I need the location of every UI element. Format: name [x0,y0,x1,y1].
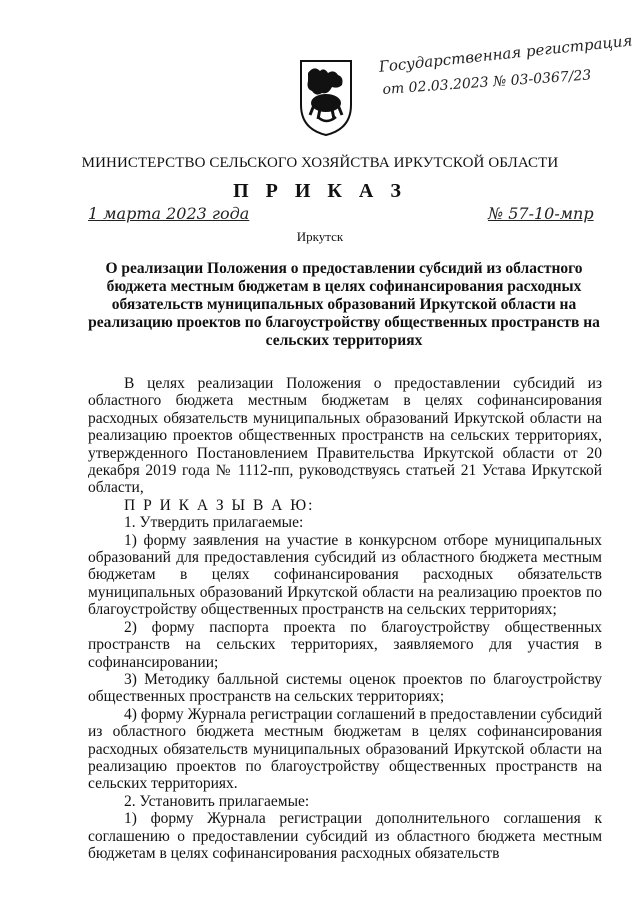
document-title: О реализации Положения о предоставлении субсидий из областного бюджета местным бюджетам в целях софинансирования расходных обязательств муниципальных образований Иркутской области на реализацию проектов по благоустройству общественных пространств на сельских территориях [88,260,600,349]
clause-1-heading: 1. Утвердить прилагаемые: [124,514,304,532]
clause-2-item-1: 1) форму Журнала регистрации дополнительного соглашения к соглашению о предоставлении субсидий из областного бюджета местным бюджетам в целях софинансирования расходных обязательств [88,810,602,862]
order-number: № 57-10-мпр [488,204,594,223]
city-name: Иркутск [296,229,344,244]
clause-1-item-1: 1) форму заявления на участие в конкурсном отборе муниципальных образований для предоставления субсидий из областного бюджета местным бюджетам в целях софинансирования расходных обязательств муниципальных образований Иркутской области на реализацию проектов по благоустройству общественных пространств на сельских территориях; [88,531,602,619]
clause-2-heading: 2. Установить прилагаемые: [124,792,310,810]
order-date: 1 марта 2023 года [88,204,250,223]
preamble-paragraph: В целях реализации Положения о предоставлении субсидий из областного бюджета местным бюджетам в целях софинансирования расходных обязательств муниципальных образований Иркутской области на реализацию проектов общественных пространств на сельских территориях, утвержденного Постановлением Правительства Иркутской области от 20 декабря 2019 года № 1112-пп, руководствуясь статьей 21 Устава Иркутской области, [88,375,602,497]
order-title: П Р И К А З [233,180,407,202]
clause-1-item-2: 2) форму паспорта проекта по благоустройству общественных пространств на сельских территориях, заявляемого для участия в софинансировании; [88,618,602,671]
order-directive: П Р И К А З Ы В А Ю: [124,496,315,514]
registration-note-number: от 02.03.2023 № 03-0367/23 [382,67,592,98]
coat-of-arms-emblem [298,55,354,137]
registration-note-title: Государственная регистрация [378,31,634,76]
clause-1-item-4: 4) форму Журнала регистрации соглашений в предоставлении субсидий из областного бюджета местным бюджетам в целях софинансирования расходных обязательств муниципальных образований Иркутской области на реализацию проектов по благоустройству общественных пространств на сельских территориях. [88,705,602,793]
document-body [88,375,602,862]
ministry-name: МИНИСТЕРСТВО СЕЛЬСКОГО ХОЗЯЙСТВА ИРКУТСКОЙ ОБЛАСТИ [81,155,559,171]
clause-1-item-3: 3) Методику балльной системы оценок проектов по благоустройству общественных пространств на сельских территориях; [88,670,602,706]
